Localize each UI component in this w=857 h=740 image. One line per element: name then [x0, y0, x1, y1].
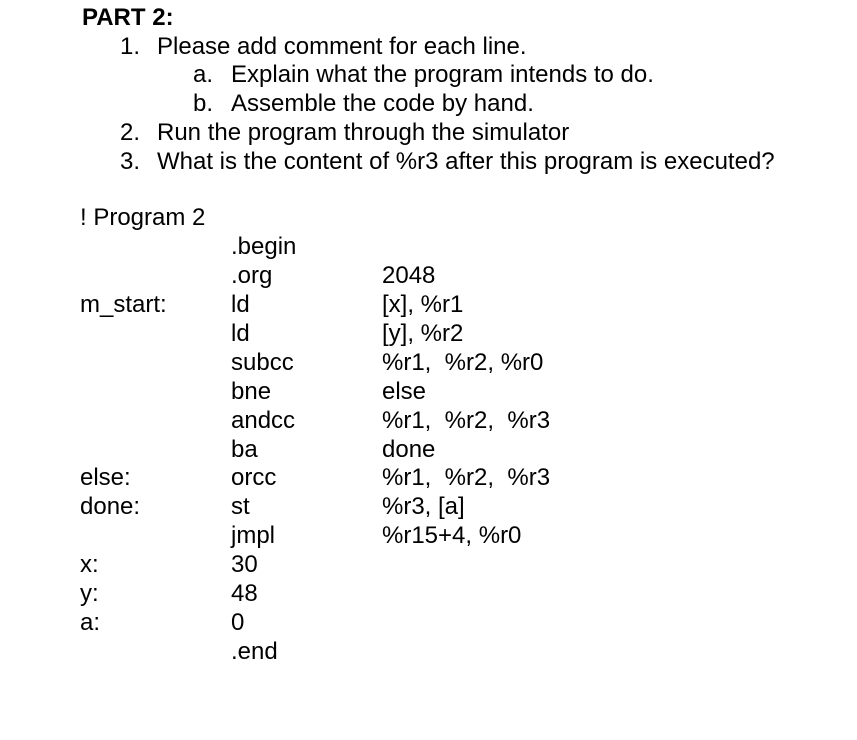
- code-args: %r3, [a]: [382, 493, 465, 520]
- list-number-1: 1.: [120, 33, 141, 60]
- code-op: bne: [231, 378, 272, 405]
- code-op: ld: [231, 291, 250, 318]
- code-op: .org: [231, 262, 273, 289]
- code-args: [y], %r2: [382, 320, 464, 347]
- code-args: [x], %r1: [382, 291, 464, 318]
- code-args: else: [382, 378, 427, 405]
- code-args: done: [382, 436, 436, 463]
- code-args: 2048: [382, 262, 436, 289]
- code-op: jmpl: [231, 522, 276, 549]
- code-label: else:: [80, 464, 131, 491]
- list-item-1b: Assemble the code by hand.: [231, 90, 534, 117]
- list-number-2: 2.: [120, 119, 141, 146]
- code-op: andcc: [231, 407, 296, 434]
- code-label: x:: [80, 551, 99, 578]
- code-op: st: [231, 493, 250, 520]
- code-args: %r1, %r2, %r0: [382, 349, 544, 376]
- code-label: a:: [80, 609, 101, 636]
- code-op: subcc: [231, 349, 294, 376]
- code-label: done:: [80, 493, 141, 520]
- code-op: 0: [231, 609, 245, 636]
- list-letter-a: a.: [193, 61, 214, 88]
- code-op: orcc: [231, 464, 277, 491]
- program-comment: ! Program 2: [80, 204, 206, 231]
- code-args: %r1, %r2, %r3: [382, 407, 551, 434]
- code-op: 30: [231, 551, 258, 578]
- list-item-1a: Explain what the program intends to do.: [231, 61, 654, 88]
- code-label: y:: [80, 580, 99, 607]
- part-heading: PART 2:: [82, 4, 174, 31]
- code-args: %r15+4, %r0: [382, 522, 522, 549]
- list-item-1: Please add comment for each line.: [157, 33, 527, 60]
- code-op: ba: [231, 436, 258, 463]
- list-item-2: Run the program through the simulator: [157, 119, 570, 146]
- code-op: ld: [231, 320, 250, 347]
- code-op: .end: [231, 638, 278, 665]
- list-item-3: What is the content of %r3 after this program is executed?: [157, 148, 775, 175]
- code-op: 48: [231, 580, 258, 607]
- code-args: %r1, %r2, %r3: [382, 464, 551, 491]
- list-letter-b: b.: [193, 90, 214, 117]
- code-op: .begin: [231, 233, 297, 260]
- code-label: m_start:: [80, 291, 167, 318]
- list-number-3: 3.: [120, 148, 141, 175]
